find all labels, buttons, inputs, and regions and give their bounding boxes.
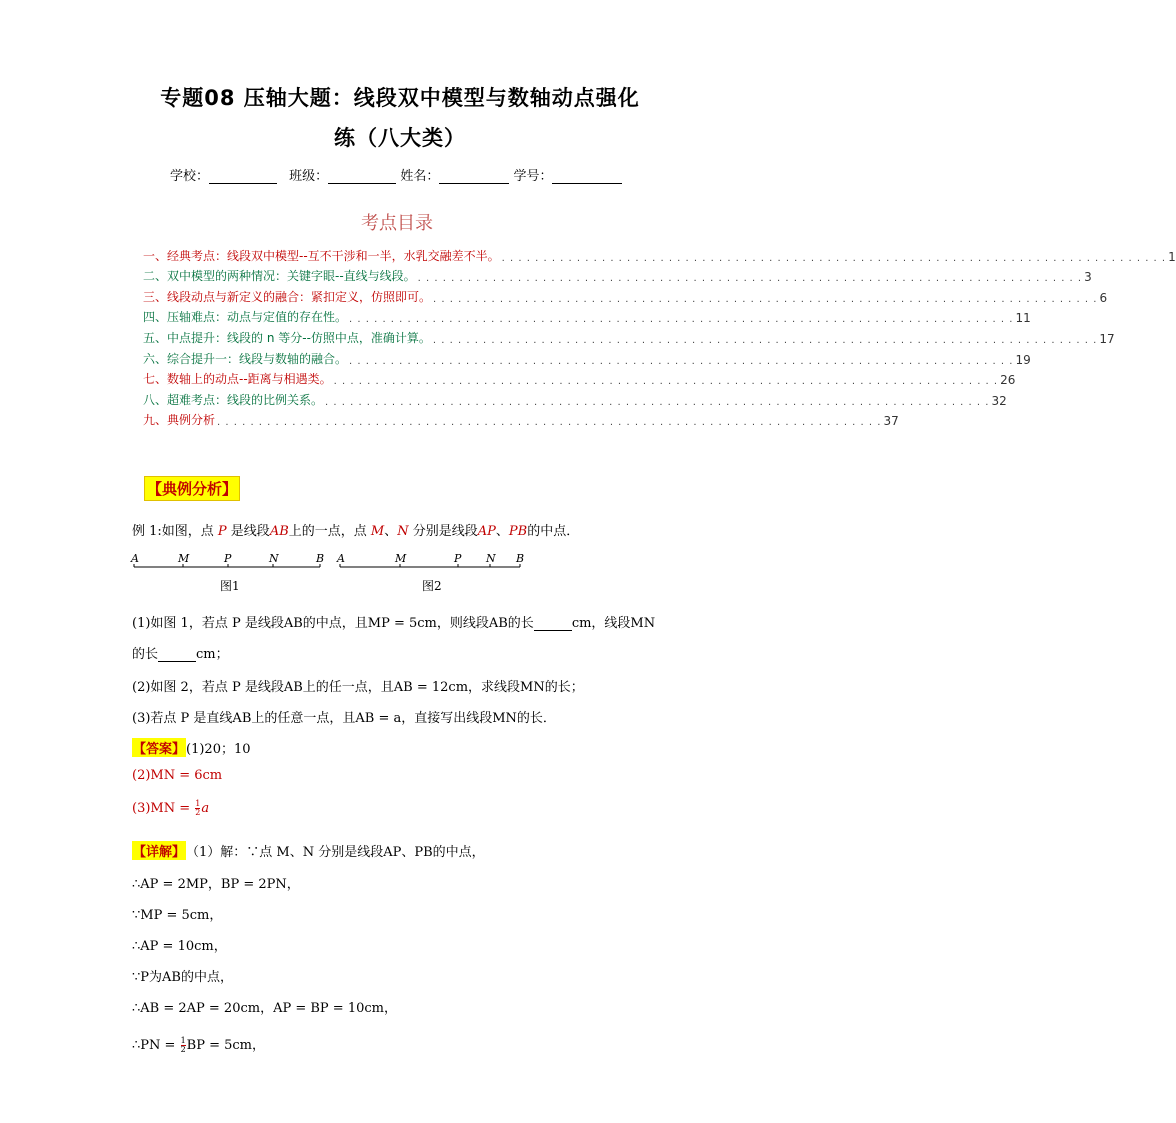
toc-item-page: 1 — [1168, 249, 1176, 264]
toc-item-label: 六、综合提升一：线段与数轴的融合。 — [143, 351, 348, 366]
toc-item[interactable] — [143, 408, 899, 429]
question-1-line2: 的长 cm； — [132, 647, 229, 662]
solution-step: ∴AP = 10cm， — [132, 939, 227, 954]
toc-leader-dots: . . . . . . . . . . . . . . . . . . . . . . . . . . . . . . . . . . . . . . . . . . . . . . . . . . . . . . . . . . . . . . . . . . . . . . . . . . . . . . . . — [349, 355, 1014, 367]
fig1-caption: 图1 — [220, 579, 240, 593]
answer3-fraction: $\frac{1}{2}$ — [195, 799, 201, 817]
document-title-line2: 练（八大类） — [334, 126, 466, 150]
figure-2 — [336, 552, 524, 593]
toc-item-page: 37 — [883, 414, 899, 429]
toc-item-label: 九、典例分析 — [143, 413, 216, 428]
last-step-fraction: $\frac{1}{2}$ — [180, 1036, 186, 1054]
toc-leader-dots: . . . . . . . . . . . . . . . . . . . . . . . . . . . . . . . . . . . . . . . . . . . . . . . . . . . . . . . . . . . . . . . . . . . . . . . . . . . . . . . . — [432, 334, 1098, 346]
toc-item[interactable] — [143, 325, 1115, 346]
toc-item[interactable] — [143, 284, 1108, 305]
q1-blank-1 — [534, 618, 572, 631]
fig2-label-m: M — [395, 552, 407, 565]
toc-leader-dots: . . . . . . . . . . . . . . . . . . . . . . . . . . . . . . . . . . . . . . . . . . . . . . . . . . . . . . . . . . . . . . . . . . . . . . . . . . . . . . . . — [217, 417, 882, 429]
toc-item-label: 二、双中模型的两种情况：关键字眼--直线与线段。 — [143, 269, 416, 284]
toc-leader-dots: . . . . . . . . . . . . . . . . . . . . . . . . . . . . . . . . . . . . . . . . . . . . . . . . . . . . . . . . . . . . . . . . . . . . . . . . . . . . . . . . — [501, 252, 1167, 264]
toc-item-label: 四、压轴难点：动点与定值的存在性。 — [143, 310, 348, 325]
toc-item-page: 26 — [1000, 373, 1016, 388]
class-label: 班级： — [289, 169, 329, 184]
toc-item-page: 19 — [1015, 352, 1031, 367]
detail-intro: 【详解】（1）解：∵点 M、N 分别是线段AP、PB的中点， — [132, 841, 485, 860]
fig1-label-p: P — [224, 552, 232, 565]
toc-item-label: 三、线段动点与新定义的融合：紧扣定义，仿照即可。 — [143, 289, 432, 304]
solution-step: ∴AP = 2MP，BP = 2PN， — [132, 877, 300, 892]
question-1-line1: (1)如图 1，若点 P 是线段AB的中点，且MP = 5cm，则线段AB的长 cm，线段MN — [132, 616, 656, 631]
answer-line3: (3)MN = $\frac{1}{2}$ a — [132, 799, 210, 817]
document-title-line1: 专题08 压轴大题：线段双中模型与数轴动点强化 — [160, 86, 640, 110]
toc-leader-dots: . . . . . . . . . . . . . . . . . . . . . . . . . . . . . . . . . . . . . . . . . . . . . . . . . . . . . . . . . . . . . . . . . . . . . . . . . . . . . . . . — [433, 293, 1098, 305]
fig2-label-p: P — [454, 552, 462, 565]
toc-item[interactable] — [143, 243, 1176, 264]
figure-1 — [130, 552, 324, 593]
q1-blank-2 — [158, 649, 196, 662]
toc-item[interactable] — [143, 387, 1007, 408]
toc-item[interactable] — [143, 346, 1031, 367]
toc-item-page: 3 — [1084, 270, 1092, 285]
name-label: 姓名： — [400, 169, 440, 184]
answer-line1: 【答案】(1)20；10 — [132, 738, 251, 757]
fig2-label-a: A — [337, 552, 345, 565]
solution-last-step: ∴PN = $\frac{1}{2}$ BP = 5cm， — [132, 1036, 265, 1054]
question-2: (2)如图 2，若点 P 是线段AB上的任一点，且AB = 12cm，求线段MN的长； — [132, 680, 584, 695]
toc-item-label: 五、中点提升：线段的 n 等分--仿照中点，准确计算。 — [143, 330, 431, 345]
toc-leader-dots: . . . . . . . . . . . . . . . . . . . . . . . . . . . . . . . . . . . . . . . . . . . . . . . . . . . . . . . . . . . . . . . . . . . . . . . . . . . . . . . . — [333, 376, 999, 388]
toc-item[interactable] — [143, 305, 1031, 326]
solution-step: ∵P为AB的中点， — [132, 970, 233, 985]
fig2-caption: 图2 — [422, 579, 442, 593]
table-of-contents — [143, 243, 1176, 429]
fig1-label-a: A — [131, 552, 139, 565]
school-blank — [209, 171, 277, 184]
toc-leader-dots: . . . . . . . . . . . . . . . . . . . . . . . . . . . . . . . . . . . . . . . . . . . . . . . . . . . . . . . . . . . . . . . . . . . . . . . . . . . . . . . . — [325, 396, 990, 408]
solution-step: ∵MP = 5cm， — [132, 908, 223, 923]
fig2-label-n: N — [486, 552, 496, 565]
question-3: (3)若点 P 是直线AB上的任意一点，且AB = a，直接写出线段MN的长． — [132, 711, 556, 726]
example-intro: 例 1:如图，点 P 是线段AB上的一点，点 M、N 分别是线段AP、PB的中点． — [132, 524, 580, 539]
fig1-label-m: M — [178, 552, 190, 565]
answer-line2: (2)MN = 6cm — [132, 768, 223, 783]
school-label: 学校： — [170, 169, 210, 184]
class-blank — [328, 171, 396, 184]
fig1-label-b: B — [316, 552, 325, 565]
toc-item-page: 17 — [1099, 331, 1115, 346]
toc-item-label: 七、数轴上的动点--距离与相遇类。 — [143, 372, 332, 387]
solution-step: ∴AB = 2AP = 20cm，AP = BP = 10cm， — [132, 1001, 397, 1016]
toc-item[interactable] — [143, 264, 1092, 285]
segment-figures — [128, 548, 538, 598]
id-blank — [552, 171, 622, 184]
fig1-label-n: N — [269, 552, 279, 565]
toc-item-page: 32 — [991, 393, 1007, 408]
name-blank — [439, 171, 509, 184]
toc-leader-dots: . . . . . . . . . . . . . . . . . . . . . . . . . . . . . . . . . . . . . . . . . . . . . . . . . . . . . . . . . . . . . . . . . . . . . . . . . . . . . . . . — [417, 273, 1083, 285]
toc-item-page: 6 — [1099, 290, 1108, 305]
answer-badge: 【答案】 — [132, 738, 186, 757]
toc-leader-dots: . . . . . . . . . . . . . . . . . . . . . . . . . . . . . . . . . . . . . . . . . . . . . . . . . . . . . . . . . . . . . . . . . . . . . . . . . . . . . . . . — [349, 314, 1014, 326]
section-badge: 【典例分析】 — [144, 476, 240, 501]
toc-item-label: 一、经典考点：线段双中模型--互不干涉和一半，水乳交融差不半。 — [143, 248, 500, 263]
toc-title: 考点目录 — [361, 213, 433, 234]
toc-item-page: 11 — [1015, 311, 1031, 326]
detail-badge: 【详解】 — [132, 841, 186, 860]
toc-item[interactable] — [143, 367, 1016, 388]
id-label: 学号： — [513, 169, 553, 184]
student-info-row — [170, 165, 622, 184]
fig2-label-b: B — [516, 552, 525, 565]
toc-item-label: 八、超难考点：线段的比例关系。 — [143, 392, 324, 407]
